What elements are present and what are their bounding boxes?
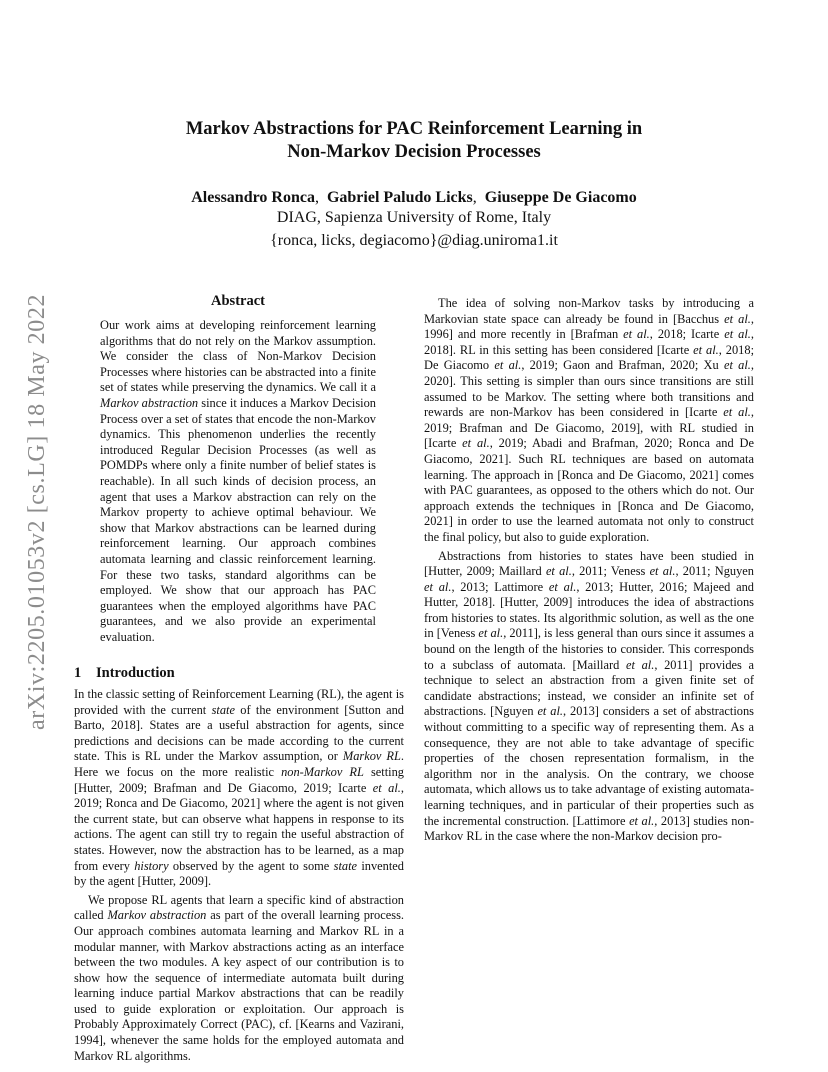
paper-title: [120, 118, 708, 164]
abstract-body: Our work aims at developing reinforcement learning algorithms that do not rely on the Markov assumption. We consider the class of Non-Markov Decision Processes where histories can be abstracted into a finite set of states while preserving the dynamics. We call it a Markov abstraction since it induces a Markov Decision Process over a set of states that encode the non-Markov dynamics. This phenomenon underlies the recently introduced Regular Decision Processes (as well as POMDPs where only a finite number of belief states is reachable). In all such kinds of decision process, an agent that uses a Markov abstraction can rely on the Markov property to achieve optimal behaviour. We show that Markov abstractions can be learned during reinforcement learning. Our approach combines automata learning and classic reinforcement learning. For these two tasks, standard algorithms can be employed. We show that our approach has PAC guarantees when the employed algorithms have PAC guarantees, and we also provide an experimental evaluation.: [100, 318, 376, 644]
intro-paragraph-3: The idea of solving non-Markov tasks by introducing a Markovian state space can already be found in [Bacchus et al., 1996] and more recently in [Brafman et al., 2018; Icarte et al., 2018]. RL in this setting has been considered [Icarte et al., 2018; De Giacomo et al., 2019; Gaon and Brafman, 2020; Xu et al., 2020]. This setting is simpler than ours since transitions are still assumed to be Markov. The setting where both transitions and rewards are non-Markov has been considered in [Icarte et al., 2019; Brafman and De Giacomo, 2019], with RL studied in [Icarte et al., 2019; Abadi and Brafman, 2020; Ronca and De Giacomo, 2021]. Such RL techniques are based on automata learning. The approach in [Ronca and De Giacomo, 2021] comes with PAC guarantees, as opposed to the others which do not. Our approach extends the techniques in [Ronca and De Giacomo, 2021] in order to use the learned automata not only to construct the final policy, but also to guide exploration.: [424, 296, 755, 544]
paper-title-line-1: Markov Abstractions for PAC Reinforcement Learning in: [185, 119, 643, 139]
intro-paragraph-1: In the classic setting of Reinforcement Learning (RL), the agent is provided with the current state of the environment [Sutton and Barto, 2018]. States are a useful abstraction for agents, since predictions and decisions can be made according to the current state. This is RL under the Markov assumption, or Markov RL. Here we focus on the more realistic non-Markov RL setting [Hutter, 2009; Brafman and De Giacomo, 2019; Icarte et al., 2019; Ronca and De Giacomo, 2021] where the agent is not given the current state, but can observe what happens in response to its actions. The agent can still try to regain the useful abstraction of states. However, now the abstraction has to be learned, as a map from every history observed by the agent to some state invented by the agent [Hutter, 2009].: [74, 687, 405, 889]
author-name: Gabriel Paludo Licks: [326, 189, 473, 206]
intro-paragraph-4: Abstractions from histories to states have been studied in [Hutter, 2009; Maillard et al., 2011; Veness et al., 2011; Nguyen et al., 2013; Lattimore et al., 2013; Hutter, 2016; Majeed and Hutter, 2018]. [Hutter, 2009] introduces the idea of abstractions from histories to states. Its algorithmic solution, as well as the one in [Veness et al., 2011], is less general than ours since it assumes a bound on the length of the histories to consider. This corresponds to a subclass of automata. [Maillard et al., 2011] provides a technique to select an abstraction from a given finite set of candidate abstractions; instead, we consider an infinite set of abstractions. [Nguyen et al., 2013] considers a set of abstractions without committing to a specific way of representing them. As a consequence, they are not able to take advantage of specific properties of the chosen representation formalism, in the algorithm nor in the analysis. On the contrary, we choose automata, which allows us to take advantage of existing automata-learning techniques, and in particular of their properties such as the incremental construction. [Lattimore et al., 2013] studies non-Markov RL in the case where the non-Markov decision pro-: [424, 548, 755, 844]
section-title: Introduction: [96, 665, 175, 681]
author-emails: {ronca, licks, degiacomo}@diag.uniroma1.it: [270, 232, 558, 249]
section-heading-introduction: [74, 664, 394, 682]
author-separator: ,: [472, 189, 485, 206]
intro-paragraph-2: We propose RL agents that learn a specific kind of abstraction called Markov abstraction as part of the overall learning process. Our approach combines automata learning and Markov RL in a modular manner, with Markov abstractions acting as an interface between the two modules. A key aspect of our contribution is to show how the sequence of intermediate automata built during learning induce partial Markov abstractions that can be readily used to guide exploration or exploitation. Our approach is Probably Approximately Correct (PAC), cf. [Kearns and Vazirani, 1994], whenever the same holds for the employed automata and Markov RL algorithms.: [74, 892, 404, 1063]
left-column-body: [74, 687, 404, 1064]
right-column-body: [424, 293, 754, 845]
arxiv-identifier-stamp: arXiv:2205.01053v2 [cs.LG] 18 May 2022: [24, 293, 50, 730]
abstract-heading: Abstract: [211, 293, 265, 309]
paper-title-line-2: Non-Markov Decision Processes: [287, 142, 541, 162]
author-name: Giuseppe De Giacomo: [484, 189, 637, 206]
author-name: Alessandro Ronca: [191, 189, 315, 206]
affiliation: DIAG, Sapienza University of Rome, Italy: [276, 209, 552, 226]
author-list: [100, 188, 728, 208]
section-number: 1: [74, 665, 82, 681]
author-separator: ,: [314, 189, 327, 206]
